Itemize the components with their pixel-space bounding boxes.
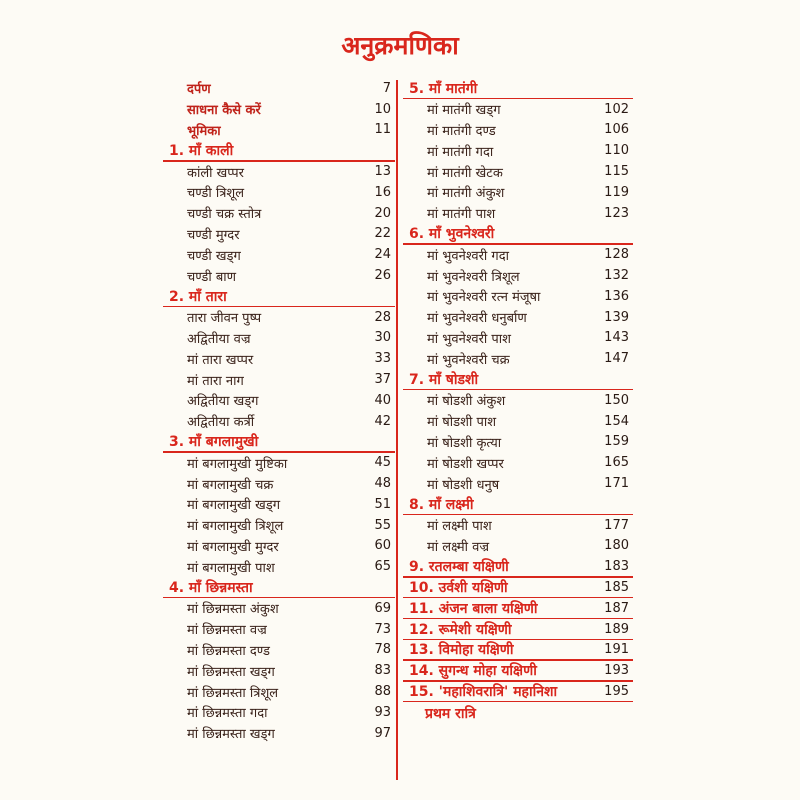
toc-entry-title: मां मातंगी अंकुश bbox=[427, 186, 505, 202]
toc-entry bbox=[163, 390, 395, 411]
toc-entry bbox=[403, 411, 633, 432]
toc-section bbox=[403, 681, 633, 702]
toc-entry bbox=[403, 328, 633, 349]
toc-page-number: 93 bbox=[374, 704, 391, 720]
toc-page-number: 55 bbox=[374, 517, 391, 533]
section-underline bbox=[403, 576, 633, 578]
toc-section bbox=[163, 286, 395, 307]
section-underline bbox=[403, 701, 633, 703]
toc-entry bbox=[163, 660, 395, 681]
toc-entry-title: मां मातंगी दण्ड bbox=[427, 123, 496, 139]
toc-page-number: 48 bbox=[374, 476, 391, 492]
toc-entry-title: मां बगलामुखी खड्ग bbox=[187, 498, 281, 514]
toc-entry-title: चण्डी खड्ग bbox=[187, 248, 241, 264]
toc-section bbox=[403, 494, 633, 515]
toc-page-number: 189 bbox=[604, 621, 629, 637]
toc-page-number: 22 bbox=[374, 226, 391, 242]
toc-entry-title: मां षोडशी खप्पर bbox=[427, 456, 504, 472]
toc-page-number: 7 bbox=[382, 80, 391, 96]
toc-page-number: 69 bbox=[374, 600, 391, 616]
toc-section bbox=[403, 78, 633, 99]
toc-entry-title: मां छिन्नमस्ता अंकुश bbox=[187, 602, 279, 618]
toc-entry bbox=[163, 702, 395, 723]
toc-entry bbox=[403, 244, 633, 265]
toc-entry bbox=[163, 411, 395, 432]
toc-entry-title: चण्डी बाण bbox=[187, 269, 237, 285]
toc-entry bbox=[403, 432, 633, 453]
toc-entry bbox=[163, 369, 395, 390]
toc-page-number: 42 bbox=[374, 413, 391, 429]
toc-page-number: 171 bbox=[604, 476, 629, 492]
toc-entry-title: मां मातंगी पाश bbox=[427, 207, 496, 223]
toc-entry-title: मां षोडशी कृत्या bbox=[427, 435, 502, 451]
toc-right-column bbox=[403, 78, 633, 726]
toc-page-number: 132 bbox=[604, 268, 629, 284]
toc-entry bbox=[403, 120, 633, 141]
toc-entry bbox=[163, 473, 395, 494]
toc-page-number: 26 bbox=[374, 268, 391, 284]
toc-page-number: 28 bbox=[374, 309, 391, 325]
toc-entry bbox=[163, 120, 395, 141]
toc-page-number: 119 bbox=[604, 184, 629, 200]
toc-entry bbox=[163, 348, 395, 369]
toc-page-number: 88 bbox=[374, 684, 391, 699]
toc-entry bbox=[163, 307, 395, 328]
toc-entry bbox=[163, 515, 395, 536]
toc-page-number: 83 bbox=[374, 663, 391, 679]
toc-page-number: 30 bbox=[374, 330, 391, 346]
toc-entry-title: मां बगलामुखी मुग्दर bbox=[187, 539, 279, 555]
toc-entry bbox=[163, 681, 395, 702]
toc-entry-title: मां छिन्नमस्ता दण्ड bbox=[187, 643, 270, 659]
toc-entry bbox=[163, 536, 395, 557]
toc-entry-title: चण्डी मुग्दर bbox=[187, 227, 240, 243]
section-underline bbox=[403, 639, 633, 641]
toc-entry-title: 2. माँ तारा bbox=[169, 288, 227, 305]
toc-entry bbox=[403, 161, 633, 182]
toc-section bbox=[403, 640, 633, 661]
toc-page-number: 106 bbox=[604, 122, 629, 138]
toc-page-number: 136 bbox=[604, 288, 629, 304]
toc-page-number: 20 bbox=[374, 205, 391, 221]
toc-entry-title: 1. माँ काली bbox=[169, 143, 234, 160]
toc-entry-title: मां भुवनेश्वरी धनुर्बाण bbox=[427, 311, 527, 327]
toc-entry-title: मां मातंगी खड्ग bbox=[427, 103, 501, 119]
toc-section bbox=[163, 432, 395, 453]
toc-entry-title: 8. माँ लक्ष्मी bbox=[409, 496, 474, 513]
toc-entry bbox=[163, 494, 395, 515]
toc-page-number: 51 bbox=[374, 496, 391, 512]
toc-section bbox=[403, 660, 633, 681]
toc-page-number: 143 bbox=[604, 330, 629, 346]
toc-entry-title: मां तारा खप्पर bbox=[187, 352, 254, 368]
toc-entry-title: मां मातंगी गदा bbox=[427, 144, 494, 160]
toc-entry-title: मां बगलामुखी त्रिशूल bbox=[187, 519, 284, 535]
toc-entry bbox=[403, 390, 633, 411]
toc-entry-title: मां छिन्नमस्ता त्रिशूल bbox=[187, 685, 279, 701]
toc-entry bbox=[163, 224, 395, 245]
toc-page-number: 115 bbox=[604, 164, 629, 180]
toc-section bbox=[403, 619, 633, 640]
toc-entry-title: मां छिन्नमस्ता खड्ग bbox=[187, 727, 275, 743]
toc-entry bbox=[403, 182, 633, 203]
column-divider bbox=[396, 80, 398, 780]
toc-page-number: 154 bbox=[604, 413, 629, 429]
toc-entry-title: अद्वितीया खड्ग bbox=[187, 394, 259, 410]
toc-entry-title: मां भुवनेश्वरी त्रिशूल bbox=[427, 269, 520, 285]
toc-entry-title: मां बगलामुखी चक्र bbox=[187, 477, 274, 493]
toc-page-number: 195 bbox=[604, 684, 629, 699]
toc-page-number: 180 bbox=[604, 538, 629, 554]
toc-entry-title: 15. 'महाशिवरात्रि' महानिशा bbox=[409, 684, 558, 700]
toc-entry bbox=[403, 307, 633, 328]
toc-entry-title: मां षोडशी पाश bbox=[427, 415, 497, 431]
toc-page-number: 165 bbox=[604, 455, 629, 471]
toc-entry-title: मां भुवनेश्वरी चक्र bbox=[427, 352, 510, 368]
section-underline bbox=[163, 451, 395, 453]
toc-entry bbox=[403, 452, 633, 473]
toc-page-number: 73 bbox=[374, 621, 391, 637]
toc-entry-title: 13. विमोहा यक्षिणी bbox=[409, 642, 514, 659]
toc-page-number: 37 bbox=[374, 372, 391, 388]
toc-entry-title: 4. माँ छिन्नमस्ता bbox=[169, 580, 253, 597]
toc-entry-title: मां षोडशी अंकुश bbox=[427, 394, 506, 410]
toc-entry-title: 11. अंजन बाला यक्षिणी bbox=[409, 600, 538, 617]
toc-entry bbox=[163, 640, 395, 661]
toc-entry bbox=[163, 265, 395, 286]
toc-entry-title: 9. रतलम्बा यक्षिणी bbox=[409, 559, 509, 576]
toc-entry-title: मां तारा नाग bbox=[187, 373, 244, 389]
toc-entry-title: मां मातंगी खेटक bbox=[427, 165, 503, 181]
toc-page-number: 33 bbox=[374, 351, 391, 367]
toc-entry-title: चण्डी चक्र स्तोत्र bbox=[187, 207, 262, 223]
toc-left-column bbox=[163, 78, 395, 744]
toc-page-number: 97 bbox=[374, 725, 391, 741]
toc-section bbox=[403, 224, 633, 245]
toc-entry-title: मां भुवनेश्वरी पाश bbox=[427, 331, 512, 347]
toc-page-number: 191 bbox=[604, 642, 629, 658]
toc-entry-title: मां लक्ष्मी वज्र bbox=[427, 539, 490, 555]
toc-page-number: 185 bbox=[604, 580, 629, 596]
toc-entry-title: मां भुवनेश्वरी गदा bbox=[427, 248, 510, 264]
toc-page-number: 40 bbox=[374, 392, 391, 408]
toc-entry bbox=[403, 536, 633, 557]
toc-entry-title: चण्डी त्रिशूल bbox=[187, 186, 245, 202]
toc-entry-title: तारा जीवन पुष्प bbox=[187, 311, 262, 327]
toc-section bbox=[163, 140, 395, 161]
toc-entry bbox=[403, 473, 633, 494]
toc-entry bbox=[163, 723, 395, 744]
toc-section bbox=[403, 556, 633, 577]
toc-entry bbox=[163, 328, 395, 349]
toc-page-number: 139 bbox=[604, 309, 629, 325]
toc-entry-title: भूमिका bbox=[187, 123, 221, 139]
toc-entry-title: अद्वितीया वज्र bbox=[187, 331, 251, 347]
section-underline bbox=[163, 306, 395, 308]
toc-page-number: 147 bbox=[604, 351, 629, 367]
toc-page-number: 60 bbox=[374, 538, 391, 554]
toc-section bbox=[403, 369, 633, 390]
toc-page-number: 65 bbox=[374, 559, 391, 575]
toc-page-number: 102 bbox=[604, 101, 629, 117]
toc-page-number: 16 bbox=[374, 184, 391, 200]
toc-entry bbox=[163, 244, 395, 265]
toc-page-number: 13 bbox=[374, 164, 391, 180]
toc-entry-title: मां छिन्नमस्ता खड्ग bbox=[187, 664, 275, 680]
toc-entry bbox=[163, 556, 395, 577]
toc-entry-title: कांली खप्पर bbox=[187, 165, 245, 181]
toc-page-number: 128 bbox=[604, 247, 629, 263]
section-underline bbox=[163, 160, 395, 162]
toc-page-number: 150 bbox=[604, 392, 629, 408]
toc-entry bbox=[163, 452, 395, 473]
section-underline bbox=[403, 243, 633, 245]
toc-entry bbox=[163, 619, 395, 640]
toc-entry-title: दर्पण bbox=[187, 82, 211, 98]
toc-entry-title: मां बगलामुखी पाश bbox=[187, 560, 275, 576]
toc-entry bbox=[163, 182, 395, 203]
toc-entry-title: 14. सुगन्ध मोहा यक्षिणी bbox=[409, 663, 537, 680]
section-underline bbox=[403, 389, 633, 391]
toc-entry bbox=[163, 99, 395, 120]
toc-entry-title: मां लक्ष्मी पाश bbox=[427, 519, 492, 535]
toc-entry-title: 3. माँ बगलामुखी bbox=[169, 434, 259, 451]
toc-entry-title: मां बगलामुखी मुष्टिका bbox=[187, 456, 288, 472]
section-underline bbox=[403, 98, 633, 100]
toc-entry-title: 12. रूमेशी यक्षिणी bbox=[409, 621, 512, 638]
section-underline bbox=[403, 659, 633, 661]
toc-entry-title: 6. माँ भुवनेश्वरी bbox=[409, 226, 495, 243]
toc-entry-title: साधना कैसे करें bbox=[187, 103, 261, 119]
toc-entry-title: मां षोडशी धनुष bbox=[427, 477, 500, 493]
section-underline bbox=[403, 514, 633, 516]
toc-page-number: 183 bbox=[604, 559, 629, 575]
toc-page-number: 193 bbox=[604, 663, 629, 679]
toc-entry-title: मां भुवनेश्वरी रत्न मंजूषा bbox=[427, 290, 541, 306]
toc-entry bbox=[403, 702, 633, 726]
toc-entry bbox=[163, 203, 395, 224]
toc-entry bbox=[403, 265, 633, 286]
toc-page-number: 24 bbox=[374, 247, 391, 263]
toc-page-number: 177 bbox=[604, 517, 629, 533]
toc-entry-title: 10. उर्वशी यक्षिणी bbox=[409, 580, 508, 597]
section-underline bbox=[403, 618, 633, 620]
toc-page-number: 45 bbox=[374, 455, 391, 471]
toc-page-number: 123 bbox=[604, 205, 629, 221]
toc-entry bbox=[163, 161, 395, 182]
toc-entry-title: 7. माँ षोडशी bbox=[409, 372, 479, 389]
toc-entry bbox=[403, 348, 633, 369]
toc-entry bbox=[403, 140, 633, 161]
section-underline bbox=[403, 597, 633, 599]
section-underline bbox=[403, 680, 633, 682]
toc-entry bbox=[403, 286, 633, 307]
page-title: अनुक्रमणिका bbox=[341, 31, 459, 60]
toc-page-number: 159 bbox=[604, 434, 629, 450]
section-underline bbox=[163, 597, 395, 599]
toc-section bbox=[403, 577, 633, 598]
toc-page-number: 110 bbox=[604, 143, 629, 159]
toc-entry-title: अद्वितीया कर्त्री bbox=[187, 415, 255, 431]
toc-entry bbox=[403, 515, 633, 536]
toc-page-number: 187 bbox=[604, 600, 629, 616]
toc-entry-title: 5. माँ मातंगी bbox=[409, 80, 478, 97]
toc-entry-title: मां छिन्नमस्ता गदा bbox=[187, 706, 268, 722]
toc-page-number: 78 bbox=[374, 642, 391, 658]
toc-entry bbox=[403, 203, 633, 224]
toc-entry-title: मां छिन्नमस्ता वज्र bbox=[187, 623, 267, 639]
toc-page-number: 11 bbox=[374, 122, 391, 138]
toc-entry-title: प्रथम रात्रि bbox=[425, 706, 476, 723]
toc-section bbox=[403, 598, 633, 619]
toc-section bbox=[163, 577, 395, 598]
toc-entry bbox=[163, 598, 395, 619]
toc-page-number: 10 bbox=[374, 101, 391, 117]
toc-entry bbox=[403, 99, 633, 120]
toc-entry bbox=[163, 78, 395, 99]
